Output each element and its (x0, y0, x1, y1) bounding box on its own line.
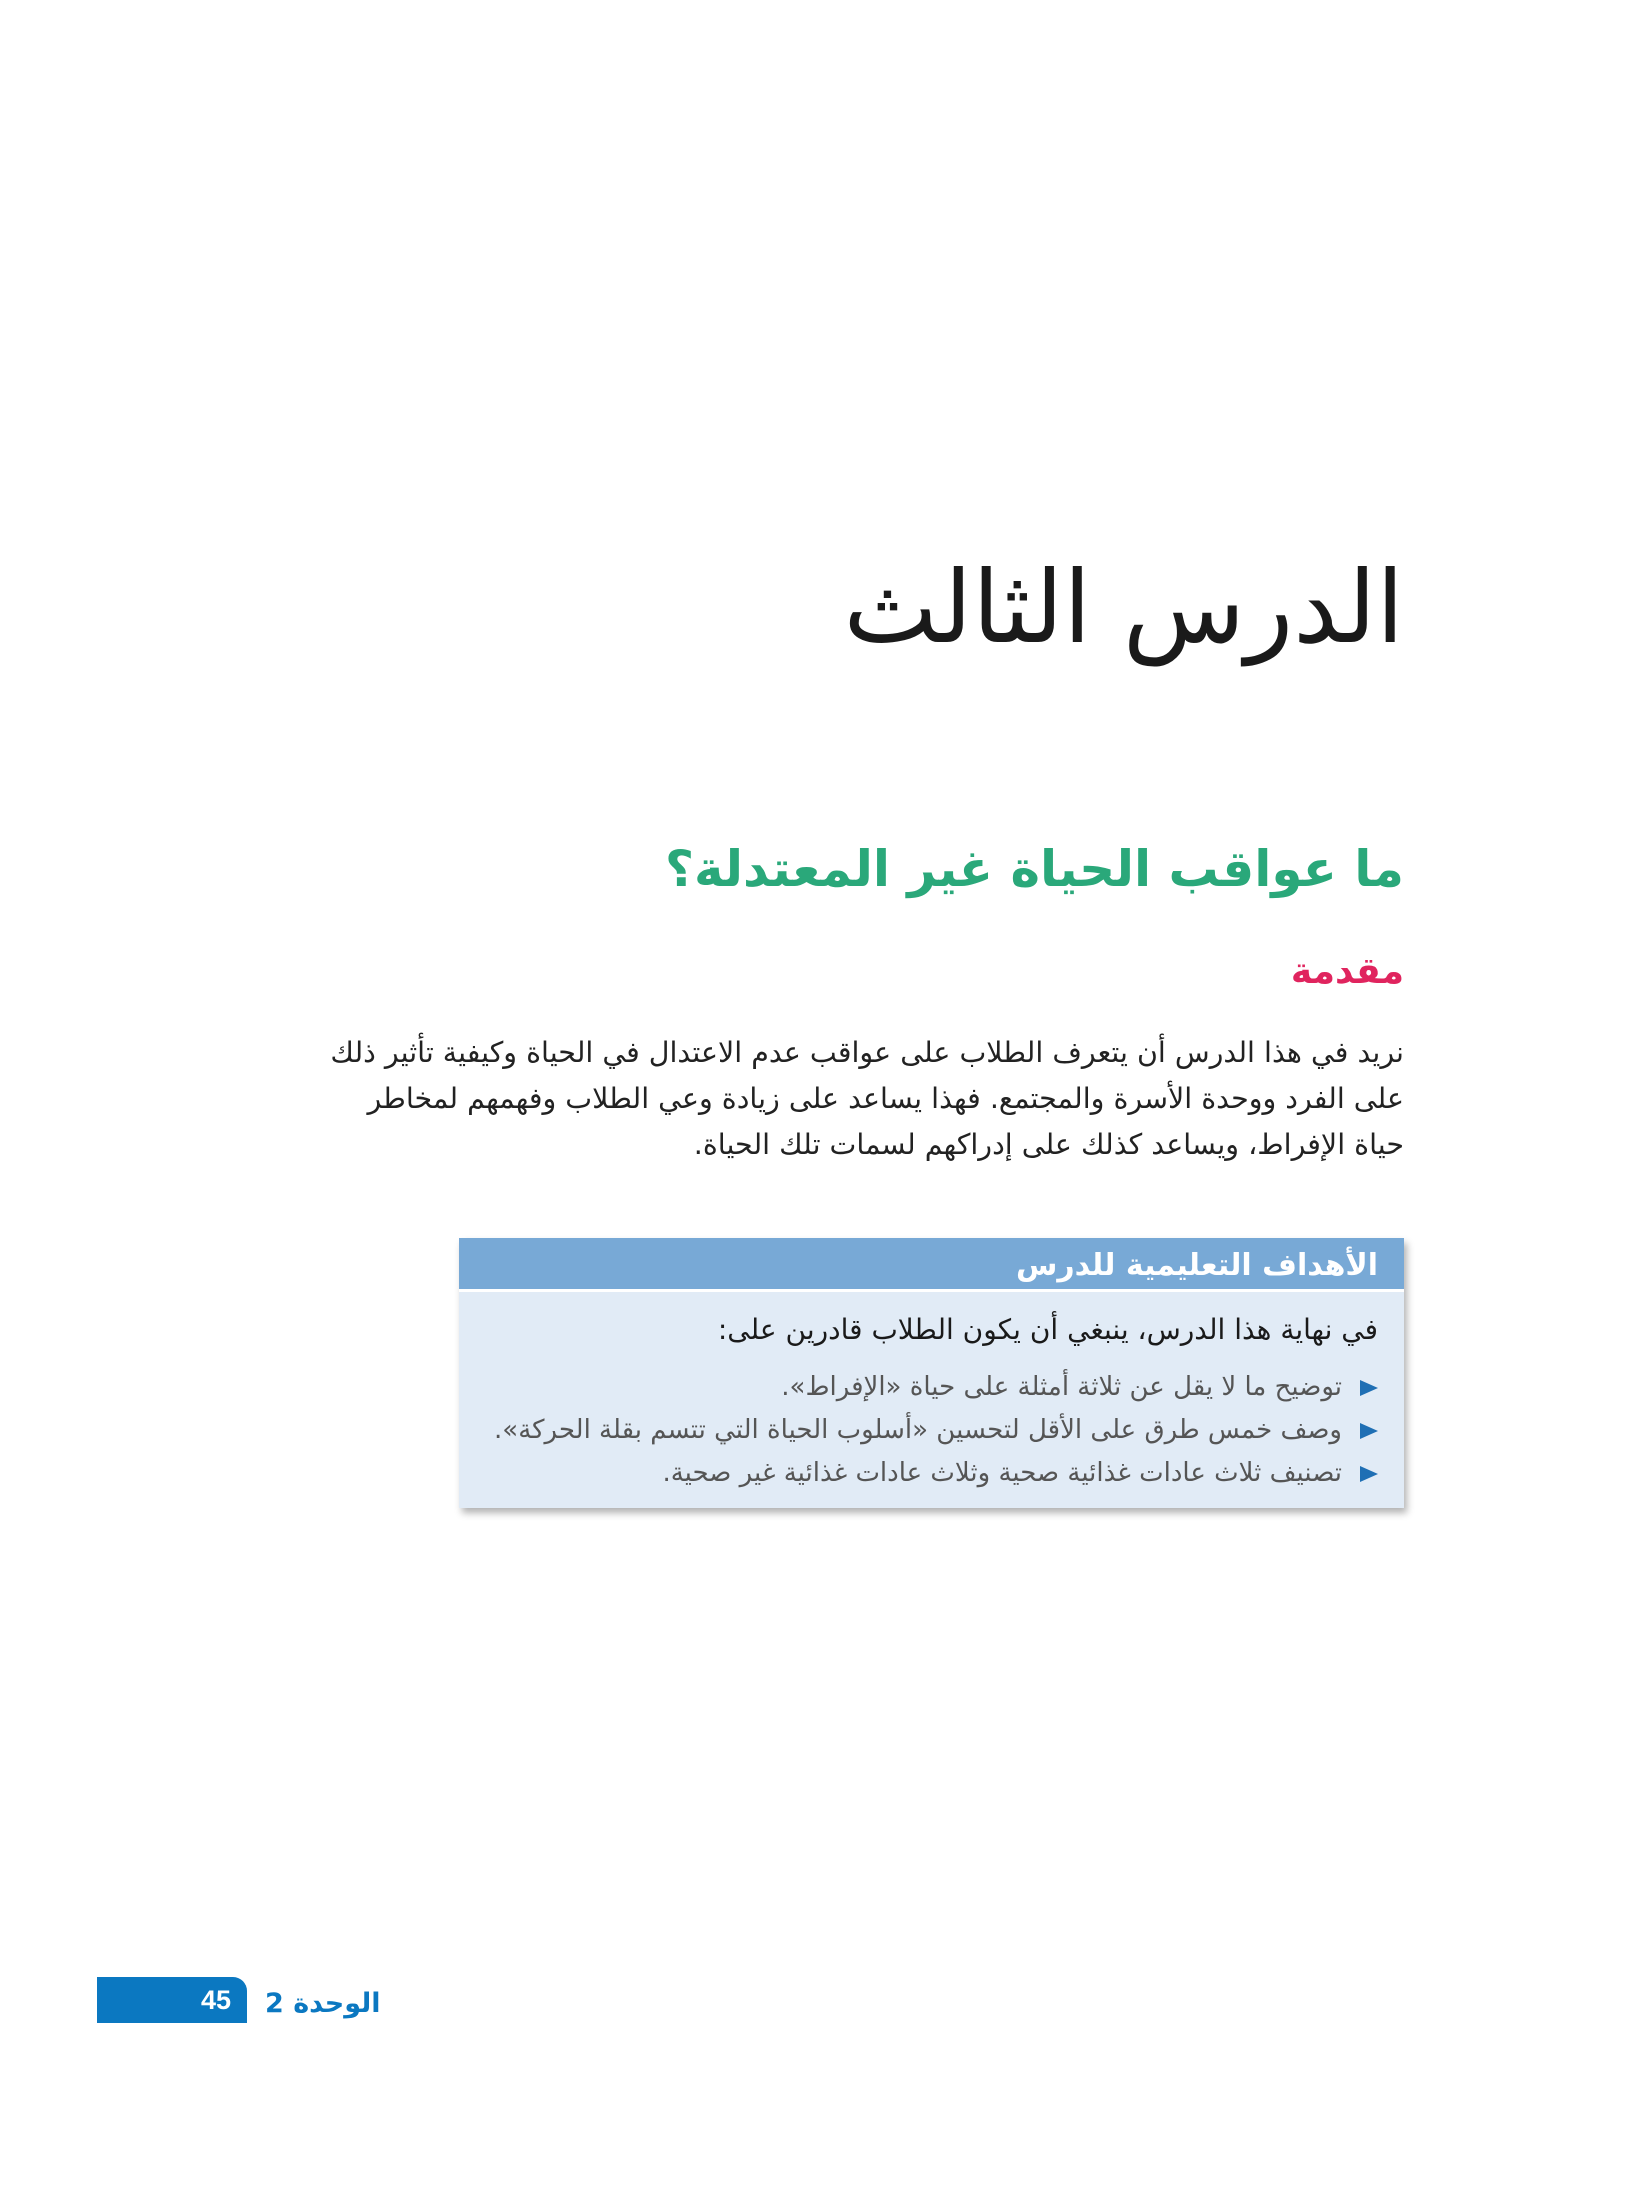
list-item (459, 1452, 1378, 1495)
objective-text: توضيح ما لا يقل عن ثلاثة أمثلة على حياة «الإفراط». (781, 1372, 1342, 1402)
objectives-lead: في نهاية هذا الدرس، ينبغي أن يكون الطلاب قادرين على: (717, 1313, 1378, 1346)
unit-label: الوحدة 2 (265, 1988, 381, 2019)
page-footer (97, 1977, 497, 2023)
list-item (459, 1366, 1378, 1409)
triangle-bullet-icon (1360, 1466, 1378, 1482)
objectives-box (459, 1238, 1404, 1508)
triangle-bullet-icon (1360, 1380, 1378, 1396)
page-number: 45 (200, 1985, 231, 2015)
intro-paragraph (330, 1030, 1404, 1168)
objectives-list (459, 1366, 1404, 1495)
objective-text: وصف خمس طرق على الأقل لتحسين «أسلوب الحياة التي تتسم بقلة الحركة». (494, 1415, 1342, 1445)
objective-text: تصنيف ثلاث عادات غذائية صحية وثلاث عادات غذائية غير صحية. (662, 1458, 1342, 1488)
objectives-header: الأهداف التعليمية للدرس (459, 1238, 1404, 1292)
intro-line: على الفرد ووحدة الأسرة والمجتمع. فهذا يساعد على زيادة وعي الطلاب وفهمهم لمخاطر (367, 1082, 1404, 1115)
intro-line: نريد في هذا الدرس أن يتعرف الطلاب على عواقب عدم الاعتدال في الحياة وكيفية تأثير ذلك (330, 1036, 1404, 1069)
intro-label: مقدمة (1290, 951, 1404, 992)
lesson-title: الدرس الثالث (843, 549, 1404, 666)
section-heading: ما عواقب الحياة غير المعتدلة؟ (664, 840, 1404, 898)
triangle-bullet-icon (1360, 1423, 1378, 1439)
list-item (459, 1409, 1378, 1452)
intro-line: حياة الإفراط، ويساعد كذلك على إدراكهم لسمات تلك الحياة. (693, 1128, 1404, 1161)
page-number-tab (97, 1977, 247, 2023)
